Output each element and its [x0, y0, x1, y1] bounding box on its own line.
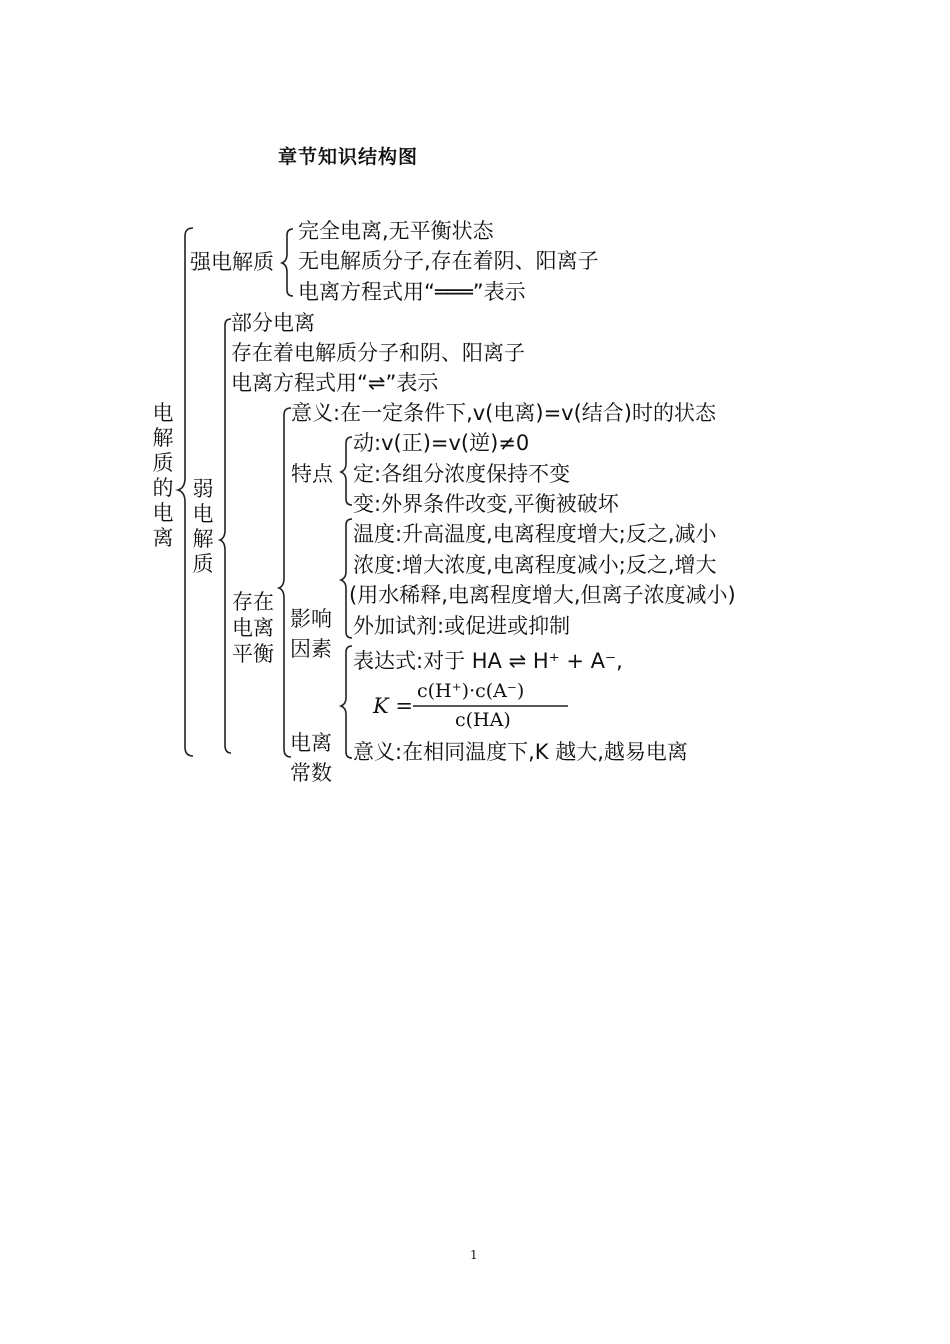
feature-item: 定:各组分浓度保持不变	[353, 462, 571, 486]
equilibrium-meaning: 意义:在一定条件下,v(电离)=v(结合)时的状态	[291, 401, 716, 425]
feature-item: 变:外界条件改变,平衡被破坏	[353, 492, 619, 516]
factor-item: 温度:升高温度,电离程度增大;反之,减小	[353, 522, 717, 546]
page-title: 章节知识结构图	[278, 146, 419, 168]
features-brace	[341, 437, 352, 505]
constant-brace	[341, 646, 352, 758]
strong-item: 完全电离,无平衡状态	[298, 219, 494, 243]
equilibrium-label	[232, 537, 282, 719]
constant-label	[290, 676, 338, 840]
feature-item: 动:v(正)=v(逆)≠0	[353, 431, 530, 455]
root-label: 电解质的电离	[152, 401, 174, 550]
weak-brace	[220, 319, 231, 753]
weak-item: 电离方程式用“⇌”表示	[231, 371, 439, 395]
strong-label: 强电解质	[190, 250, 274, 274]
features-label: 特点	[291, 462, 333, 486]
factor-item: (用水稀释,电离程度增大,但离子浓度减小)	[349, 583, 736, 607]
strong-item: 无电解质分子,存在着阴、阳离子	[298, 249, 599, 273]
equilibrium-label-text: 存在电离平衡	[232, 590, 274, 666]
weak-item: 存在着电解质分子和阴、阳离子	[231, 341, 525, 365]
constant-expression: 表达式:对于 HA ⇌ H⁺ + A⁻,	[353, 649, 623, 673]
formula-lhs: K =	[373, 694, 413, 718]
factor-item: 外加试剂:或促进或抑制	[353, 614, 571, 638]
strong-brace	[282, 229, 293, 296]
factors-brace	[341, 519, 352, 638]
constant-meaning: 意义:在相同温度下,K 越大,越易电离	[353, 740, 688, 764]
strong-item: 电离方程式用“═══”表示	[298, 280, 526, 304]
knowledge-structure-diagram	[145, 212, 797, 785]
formula-denominator: c(HA)	[455, 709, 511, 731]
formula-numerator: c(H⁺)·c(A⁻)	[417, 680, 525, 702]
factor-item: 浓度:增大浓度,电离程度减小;反之,增大	[353, 553, 717, 577]
weak-item: 部分电离	[231, 311, 315, 335]
page-number: 1	[470, 1248, 478, 1262]
factors-label-text: 影响因素	[290, 607, 332, 661]
constant-label-text: 电离常数	[290, 731, 332, 785]
weak-label: 弱电解质	[192, 477, 214, 576]
